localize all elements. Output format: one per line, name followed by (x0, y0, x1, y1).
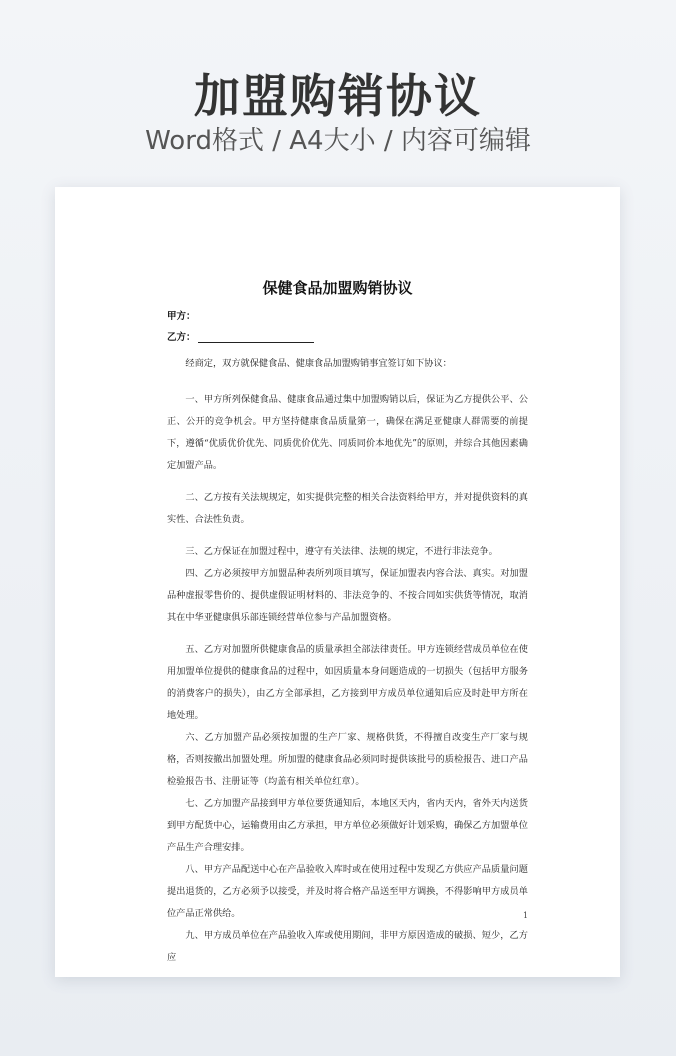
clause-1: 一、甲方所列保健食品、健康食品通过集中加盟购销以后，保证为乙方提供公平、公正、公开的竞争机会。甲方坚持健康食品质量第一，确保在满足亚健康人群需要的前提下，遵循“优质优价优先、同质优价优先、同质同价本地优先”的原则，并综合其他因素确定加盟产品。 (167, 394, 528, 471)
document-page (55, 187, 620, 977)
clause-7: 七、乙方加盟产品接到甲方单位要货通知后，本地区天内，省内天内，省外天内送货到甲方配货中心，运输费用由乙方承担，甲方单位必须做好计划采购，确保乙方加盟单位产品生产合理安排。 (167, 798, 528, 853)
clause-8: 八、甲方产品配送中心在产品验收入库时或在使用过程中发现乙方供应产品质量问题提出退货的，乙方必须予以接受，并及时将合格产品送至甲方调换，不得影响甲方成员单位产品正常供给。 (167, 864, 528, 919)
party-b-label: 乙方： (167, 332, 196, 343)
document-title: 保健食品加盟购销协议 (262, 279, 413, 297)
document-body (167, 353, 528, 969)
clause-4: 四、乙方必须按甲方加盟品种表所列项目填写，保证加盟表内容合法、真实。对加盟品种虚报零售价的、提供虚假证明材料的、非法竞争的、不按合同如实供货等情况，取消其在中华亚健康俱乐部连锁经营单位参与产品加盟资格。 (167, 568, 528, 623)
party-a-label: 甲方： (167, 311, 196, 322)
banner-subtitle: Word格式 / A4大小 / 内容可编辑 (145, 126, 531, 156)
intro-paragraph: 经商定，双方就保健食品、健康食品加盟购销事宜签订如下协议： (185, 358, 452, 369)
clause-5: 五、乙方对加盟所供健康食品的质量承担全部法律责任。甲方连锁经营成员单位在使用加盟单位提供的健康食品的过程中，如因质量本身问题造成的一切损失（包括甲方服务的消费客户的损失），由乙方全部承担，乙方接到甲方成员单位通知后应及时赴甲方所在地处理。 (167, 644, 528, 721)
clause-6: 六、乙方加盟产品必须按加盟的生产厂家、规格供货，不得擅自改变生产厂家与规格，否则按撤出加盟处理。所加盟的健康食品必须同时提供该批号的质检报告、进口产品检验报告书、注册证等（均盖有相关单位红章）。 (167, 732, 528, 787)
party-b-underline (198, 332, 314, 343)
clause-2: 二、乙方按有关法规规定，如实提供完整的相关合法资料给甲方，并对提供资料的真实性、合法性负责。 (167, 492, 528, 525)
clause-3: 三、乙方保证在加盟过程中，遵守有关法律、法规的规定，不进行非法竞争。 (185, 546, 498, 557)
page-number: 1 (523, 911, 529, 920)
party-a-field (167, 308, 196, 322)
clause-9: 九、甲方成员单位在产品验收入库或使用期间，非甲方原因造成的破损、短少，乙方应 (167, 930, 528, 963)
banner-title: 加盟购销协议 (194, 69, 482, 123)
party-b-field (167, 329, 314, 343)
